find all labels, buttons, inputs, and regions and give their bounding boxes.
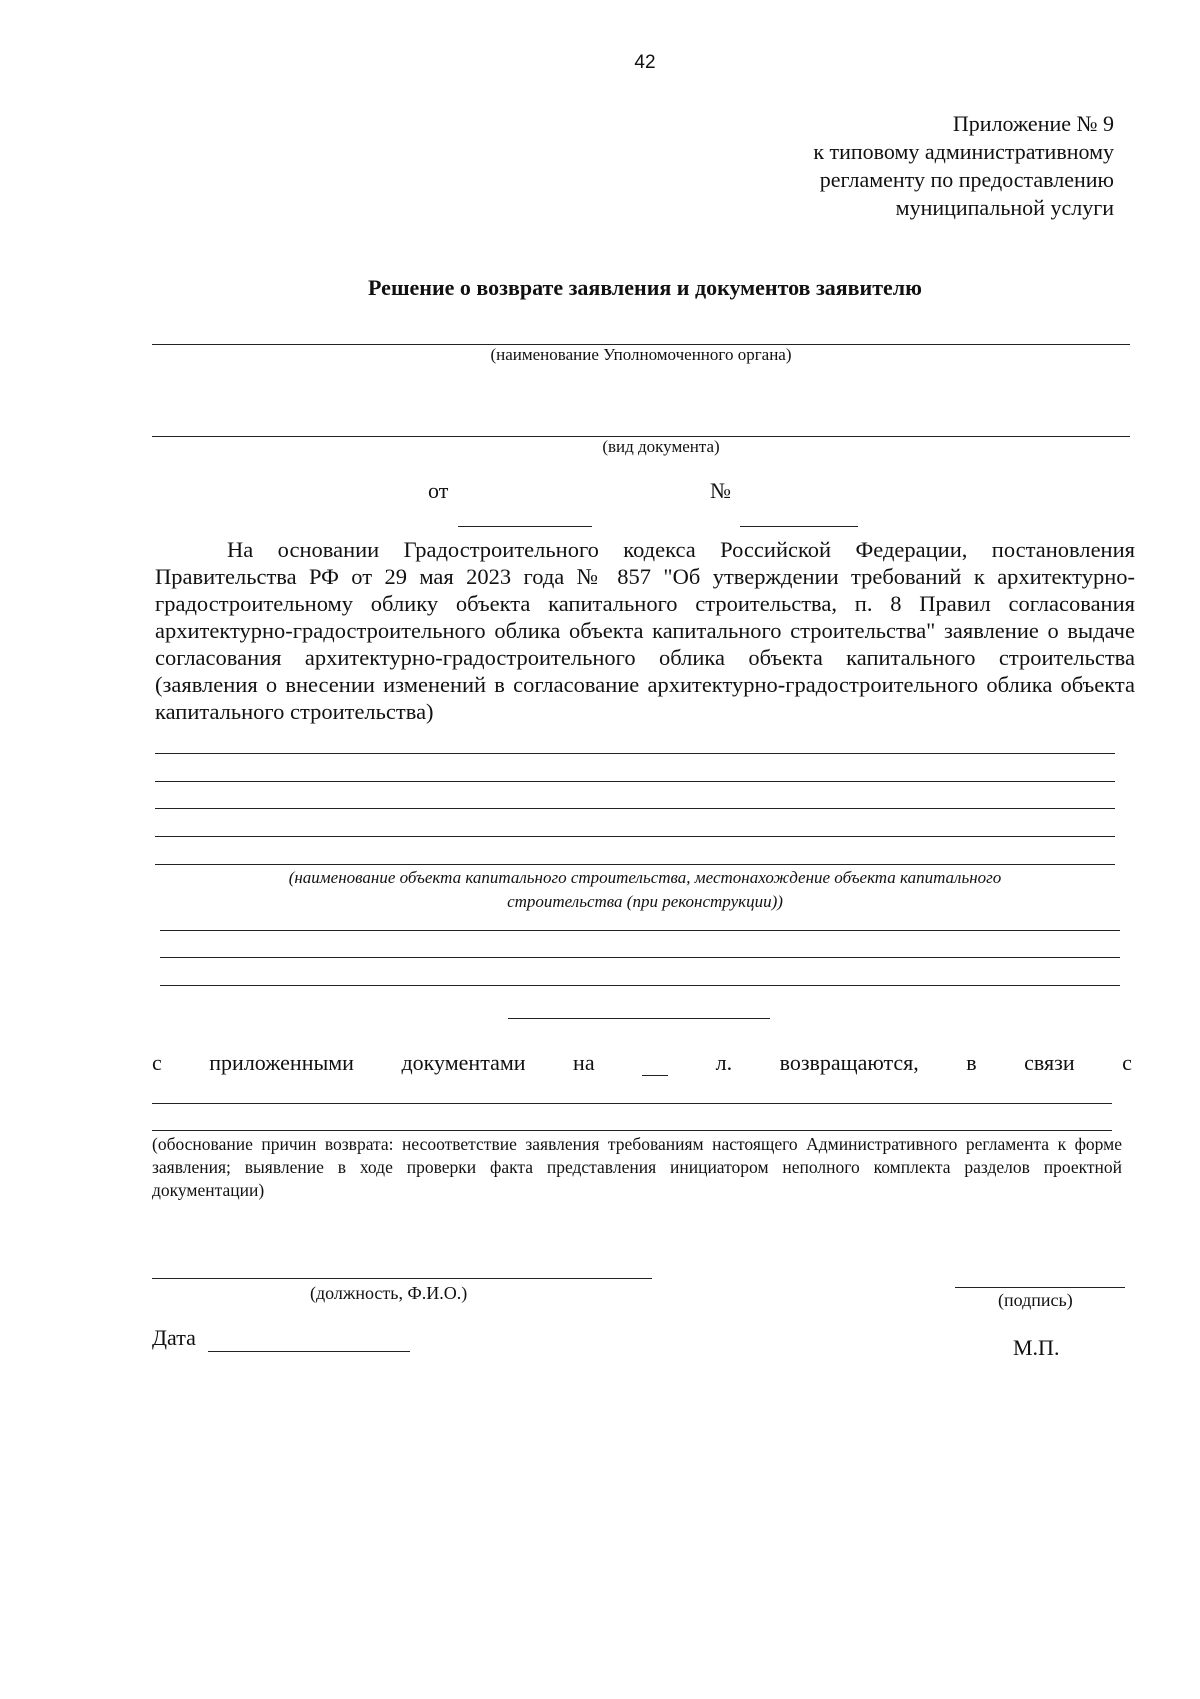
reason-caption: (обоснование причин возврата: несоответствие заявления требованиям настоящего Административного регламента к форме заявления; выявление в ходе проверки факта представления инициатором неполного комплекта разделов проектной документации) — [152, 1134, 1122, 1200]
signature-field[interactable] — [955, 1287, 1125, 1288]
appendix-line-1: Приложение № 9 — [952, 111, 1114, 136]
signature-caption: (подпись) — [998, 1290, 1073, 1310]
page-number: 42 — [634, 52, 656, 73]
object-line-5[interactable] — [155, 864, 1115, 865]
stamp-label: М.П. — [1013, 1335, 1060, 1360]
return-row: с приложенными документами на л. возвращаются, в связи с — [152, 1050, 1132, 1075]
authority-caption: (наименование Уполномоченного органа) — [490, 345, 792, 364]
doc-type-caption: (вид документа) — [602, 437, 720, 456]
appendix-header — [813, 110, 1114, 222]
date-label: Дата — [152, 1325, 196, 1350]
appendix-line-3: регламенту по предоставлению — [819, 167, 1114, 192]
number-label: № — [710, 478, 731, 503]
position-caption: (должность, Ф.И.О.) — [310, 1283, 468, 1303]
extra-line-short[interactable] — [508, 1018, 770, 1019]
object-line-1[interactable] — [155, 753, 1115, 754]
reason-line-1[interactable] — [152, 1103, 1112, 1104]
position-name-field[interactable] — [152, 1278, 652, 1279]
reason-line-2[interactable] — [152, 1130, 1112, 1131]
date-field[interactable] — [208, 1351, 410, 1352]
extra-line-2[interactable] — [160, 957, 1120, 958]
extra-line-1[interactable] — [160, 930, 1120, 931]
document-title: Решение о возврате заявления и документов заявителю — [368, 275, 922, 300]
from-label: от — [428, 478, 449, 503]
pages-count-field[interactable] — [642, 1055, 668, 1076]
object-line-3[interactable] — [155, 808, 1115, 809]
document-number-field[interactable] — [740, 526, 858, 527]
appendix-line-4: муниципальной услуги — [895, 195, 1114, 220]
object-caption: (наименование объекта капитального строительства, местонахождение объекта капитального строительства (при реконструкции)) — [288, 868, 1002, 911]
object-line-4[interactable] — [155, 836, 1115, 837]
main-paragraph: На основании Градостроительного кодекса Российской Федерации, постановления Правительства РФ от 29 мая 2023 года № 857 "Об утверждении требований к архитектурно-градостроительному облику объекта капитального строительства, п. 8 Правил согласования архитектурно-градостроительного облика объекта капитального строительства" заявление о выдаче согласования архитектурно-градостроительного облика объекта капитального строительства (заявления о внесении изменений в согласование архитектурно-градостроительного облика объекта капитального строительства) — [155, 537, 1135, 724]
object-line-2[interactable] — [155, 781, 1115, 782]
extra-line-3[interactable] — [160, 985, 1120, 986]
appendix-line-2: к типовому административному — [813, 139, 1114, 164]
date-from-field[interactable] — [458, 526, 592, 527]
